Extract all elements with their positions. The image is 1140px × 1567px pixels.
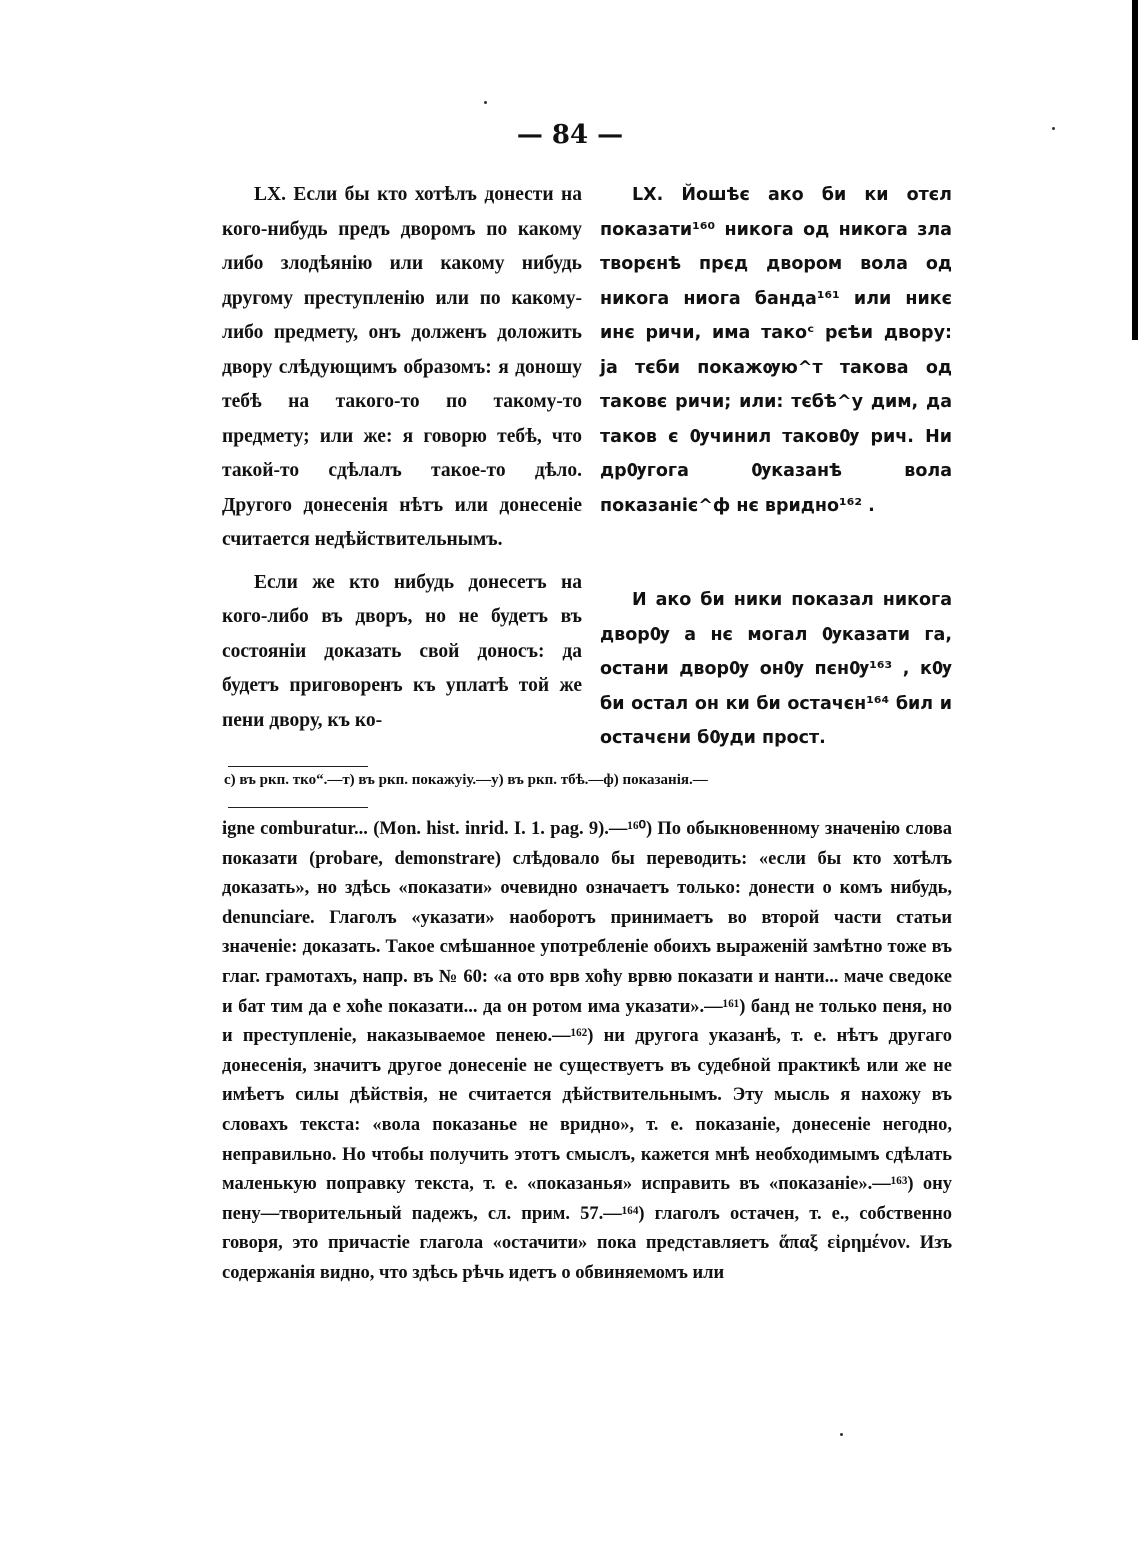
scan-edge-mark <box>1132 0 1138 340</box>
right-paragraph-2: И ако би ники показал никога дворѸ а нє могал Ѹказати га, остани дворѸ онѸ пєнѸ¹⁶³ , кѸ би остал он ки би остачєн¹⁶⁴ бил и остачєни бѸди прост. <box>600 590 952 748</box>
scan-speck <box>1052 127 1055 130</box>
right-column-original <box>600 178 952 756</box>
left-paragraph-2: Если же кто нибудь донесетъ на кого-либо въ дворъ, но не будетъ въ состояніи доказать свой доносъ: да будетъ приговоренъ къ уплатѣ той же пени двору, къ ко- <box>222 571 582 731</box>
right-paragraph-1: LX. Йошѣє ако би ки отєл показати¹⁶⁰ никога од никога зла творєнѣ прєд двором вола од никога ниога банда¹⁶¹ или никє инє ричи, има такоᶜ рєѣи двору: ја тєби покажѹю^т такова од таковє ричи; или: тєбѣ^у дим, да таков є Ѹчинил таковѸ рич. Ни дрѸгога Ѹказанѣ вола показаніє^ф нє вридно¹⁶² . <box>600 185 952 516</box>
footnote-divider-top <box>228 766 368 767</box>
commentary-text: igne comburatur... (Mon. hist. inrid. I. 1. pag. 9).—¹⁶⁰) По обыкновенному значенію слова показати (probare, demonstrare) слѣдовало бы переводить: «если бы кто хотѣлъ доказать», но здѣсь «показати» очевидно означаетъ только: донести о комъ нибудь, denunciare. Глаголъ «указати» наоборотъ принимаетъ во второй части статьи значеніе: доказать. Такое смѣшанное употребленіе обоихъ выраженій замѣтно тоже въ глаг. грамотахъ, напр. въ № 60: «а ото врв хоћу врвю показати и нанти... маче сведоке и бат тим да е хоће показати... да он ротом има указати».—¹⁶¹) банд не только пеня, но и преступленіе, наказываемое пенею.—¹⁶²) ни другога указанѣ, т. е. нѣтъ другаго донесенія, значитъ другое донесеніе не существуетъ въ судебной практикѣ или же не имѣетъ силы дѣйствія, не считается дѣйствительнымъ. Эту мысль я нахожу въ словахъ текста: «вола показанье не вридно», т. е. показаніе, донесеніе негодно, неправильно. Но чтобы получить этотъ смыслъ, кажется мнѣ необходимымъ сдѣлать маленькую поправку текста, т. е. «показанья» исправить въ «показаніе».—¹⁶³) ону пену—творительный падежъ, сл. прим. 57.—¹⁶⁴) глаголъ остачен, т. е., собственно говоря, это причастіе глагола «остачити» пока представляетъ ἅπαξ εἰρημένον. Изъ содержанія видно, что здѣсь рѣчь идетъ о обвиняемомъ или <box>222 819 952 1283</box>
scan-speck <box>484 101 487 104</box>
manuscript-variants: с) въ ркп. тко“.—т) въ ркп. покажуіу.—у) въ ркп. тбѣ.—ф) показанія.— <box>224 772 708 788</box>
footnote-divider-bottom <box>228 807 368 808</box>
page-number: — 84 — <box>516 120 624 150</box>
left-paragraph-1: LX. Если бы кто хотѣлъ донести на кого-нибудь предъ дворомъ по какому либо злодѣянію или какому нибудь другому преступленію или по какому-либо предмету, онъ долженъ доложить двору слѣдующимъ образомъ: я доношу тебѣ на такого-то по такому-то предмету; или же: я говорю тебѣ, что такой-то сдѣлалъ такое-то дѣло. Другого донесенія нѣтъ или донесеніе считается недѣйствительнымъ. <box>222 184 582 550</box>
left-column-russian <box>222 178 582 738</box>
scan-speck <box>840 1433 843 1436</box>
commentary-notes <box>222 815 952 1289</box>
